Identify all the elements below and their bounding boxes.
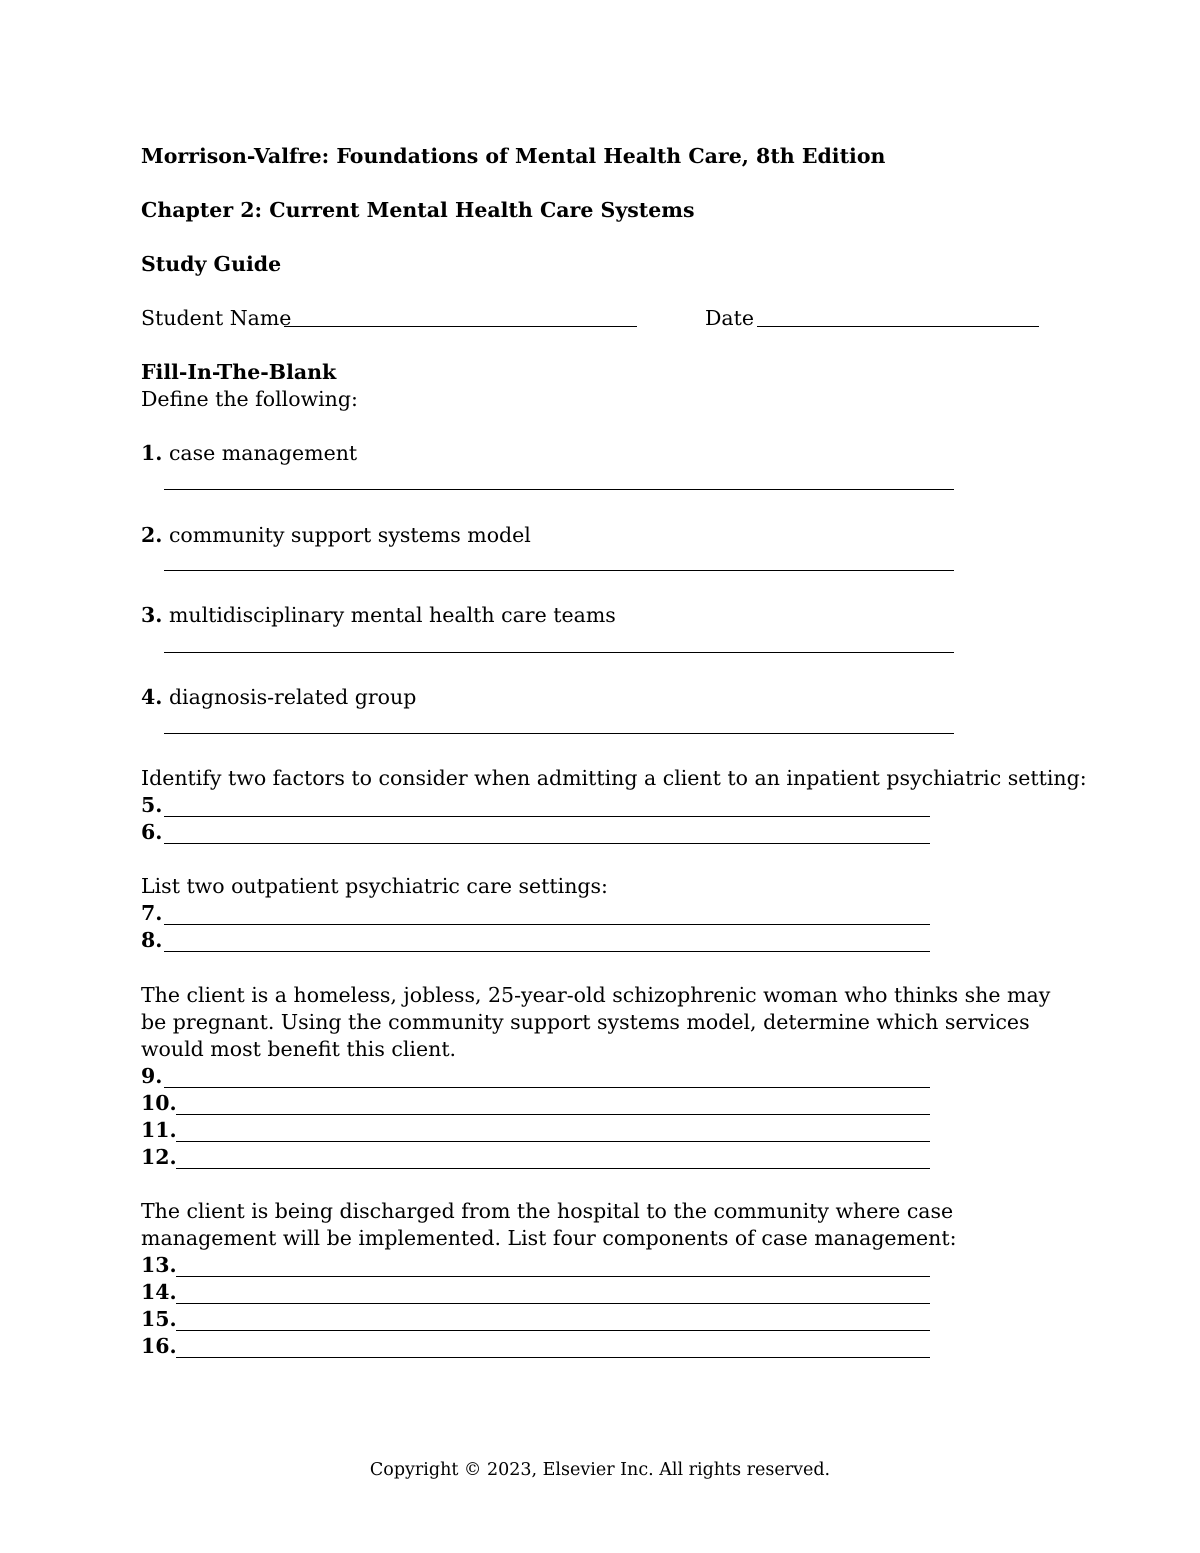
- item-number: 6.: [141, 820, 163, 844]
- item-number: 3.: [141, 603, 163, 627]
- item-number: 5.: [141, 793, 163, 817]
- answer-line[interactable]: [176, 1303, 930, 1304]
- definition-item: [141, 522, 531, 549]
- question-prompt: The client is a homeless, jobless, 25-year-old schizophrenic woman who thinks she may be pregnant. Using the community support systems model, determine which services would most benefit this client.: [141, 983, 1051, 1061]
- item-number: 15.: [141, 1307, 177, 1331]
- item-number: 7.: [141, 901, 163, 925]
- answer-line[interactable]: [164, 489, 954, 490]
- item-number: 8.: [141, 928, 163, 952]
- item-number: 11.: [141, 1118, 177, 1142]
- guide-label: Study Guide: [141, 252, 282, 276]
- answer-line[interactable]: [176, 1114, 930, 1115]
- answer-line[interactable]: [164, 652, 954, 653]
- definition-term: case management: [168, 441, 358, 465]
- definition-term: multidisciplinary mental health care teams: [168, 603, 616, 627]
- copyright-footer: Copyright © 2023, Elsevier Inc. All rights reserved.: [369, 1460, 831, 1480]
- date-label: Date: [705, 306, 755, 330]
- item-number: 4.: [141, 685, 163, 709]
- book-title: Morrison-Valfre: Foundations of Mental Health Care, 8th Edition: [141, 144, 886, 168]
- answer-line[interactable]: [164, 843, 930, 844]
- answer-line[interactable]: [164, 570, 954, 571]
- answer-line[interactable]: [164, 951, 930, 952]
- student-name-field[interactable]: [284, 326, 637, 327]
- section-heading: Fill-In-The-Blank: [141, 360, 337, 384]
- answer-line[interactable]: [164, 1087, 930, 1088]
- item-number: 14.: [141, 1280, 177, 1304]
- item-number: 9.: [141, 1064, 163, 1088]
- date-field[interactable]: [757, 326, 1039, 327]
- definition-item: [141, 440, 357, 467]
- question-prompt: Identify two factors to consider when admitting a client to an inpatient psychiatric setting:: [141, 766, 1087, 790]
- answer-line[interactable]: [164, 733, 954, 734]
- answer-line[interactable]: [176, 1330, 930, 1331]
- item-number: 13.: [141, 1253, 177, 1277]
- chapter-title: Chapter 2: Current Mental Health Care Systems: [141, 198, 695, 222]
- answer-line[interactable]: [176, 1357, 930, 1358]
- answer-line[interactable]: [176, 1141, 930, 1142]
- answer-line[interactable]: [164, 816, 930, 817]
- definition-item: [141, 684, 416, 711]
- definition-term: diagnosis-related group: [168, 685, 417, 709]
- item-number: 1.: [141, 441, 163, 465]
- item-number: 16.: [141, 1334, 177, 1358]
- definition-item: [141, 602, 616, 629]
- item-number: 10.: [141, 1091, 177, 1115]
- item-number: 12.: [141, 1145, 177, 1169]
- definition-term: community support systems model: [168, 523, 531, 547]
- answer-line[interactable]: [176, 1276, 930, 1277]
- section-instruction: Define the following:: [141, 387, 358, 411]
- question-prompt: List two outpatient psychiatric care settings:: [141, 874, 608, 898]
- student-name-label: Student Name: [141, 306, 292, 330]
- answer-line[interactable]: [176, 1168, 930, 1169]
- question-prompt: The client is being discharged from the hospital to the community where case management will be implemented. List four components of case management:: [141, 1199, 957, 1250]
- answer-line[interactable]: [164, 924, 930, 925]
- item-number: 2.: [141, 523, 163, 547]
